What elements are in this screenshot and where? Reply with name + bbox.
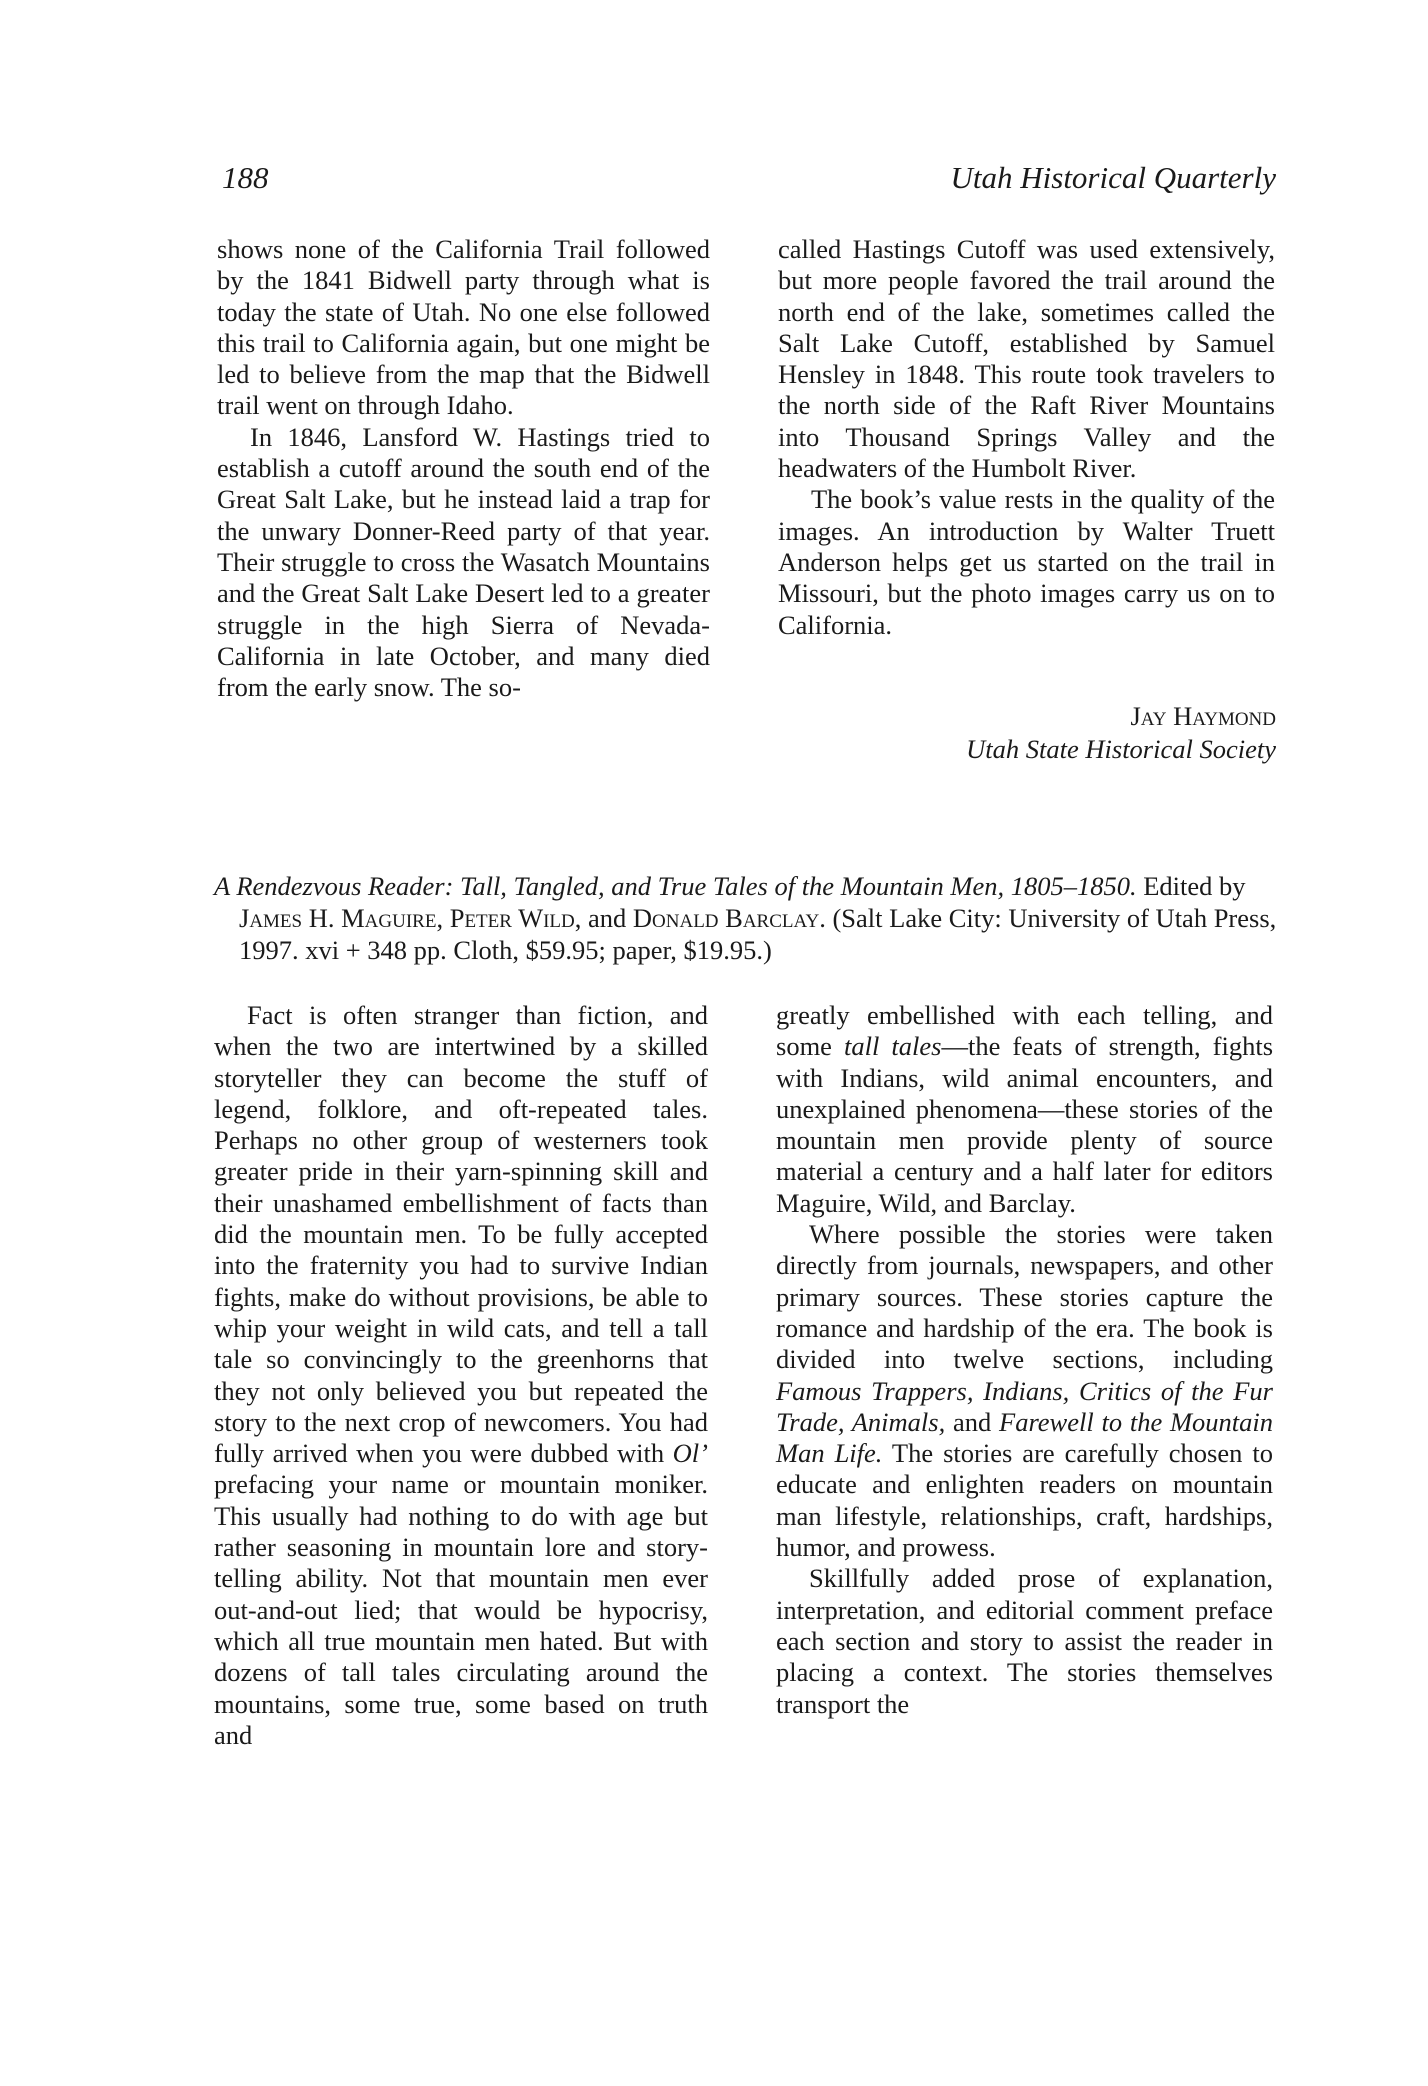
emphasis: tall tales xyxy=(844,1031,942,1062)
emphasis: Famous Trappers, Indians, Critics of the Fur Trade, Animals, xyxy=(776,1375,1273,1437)
text-run: greatly embellished with each telling, and some xyxy=(776,1000,1273,1062)
paragraph: shows none of the California Trail followed by the 1841 Bidwell party through what is today the state of Utah. No one else followed this trail to California again, but one might be led to believe from the map that the Bidwell trail went on through Idaho. xyxy=(217,234,710,421)
journal-title: Utah Historical Quarterly xyxy=(950,160,1276,195)
edited-by-label: Edited by xyxy=(1143,871,1246,901)
text-run: and xyxy=(945,1406,1000,1437)
previous-review-right-column xyxy=(778,234,1275,641)
paragraph: In 1846, Lansford W. Hastings tried to establish a cutoff around the south end of the Great Salt Lake, but he instead laid a trap for the unwary Donner-Reed party of that year. Their struggle to cross the Wasatch Mountains and the Great Salt Lake Desert led to a greater struggle in the high Sierra of Nevada-California in late October, and many died from the early snow. The so- xyxy=(217,421,710,703)
paragraph: called Hastings Cutoff was used extensively, but more people favored the trail around the north end of the lake, sometimes called the Salt Lake Cutoff, established by Samuel Hensley in 1848. This route took travelers to the north side of the Raft River Mountains into Thousand Springs Valley and the headwaters of the Humbolt River. xyxy=(778,234,1275,484)
publication-info: . (Salt Lake City: University of Utah Press, 1997. xvi + 348 pp. Cloth, $59.95; paper, $19.95.) xyxy=(239,903,1277,965)
emphasis: Ol’ xyxy=(672,1438,708,1469)
paragraph xyxy=(214,1000,708,1751)
review-right-column xyxy=(776,1000,1273,1720)
emphasis: Farewell to the Mountain Man Life. xyxy=(776,1406,1274,1469)
separator: , and xyxy=(574,903,633,933)
page-number: 188 xyxy=(222,160,269,195)
text-run: —the feats of strength, fights with Indians, wild animal encounters, and unexplained phenomena—these stories of the mountain men provide plenty of source material a century and a half later for editors Maguire, Wild, and Barclay. xyxy=(776,1031,1274,1218)
paragraph: The book’s value rests in the quality of the images. An introduction by Walter Truett Anderson helps get us started on the trail in Missouri, but the photo images carry us on to California. xyxy=(778,484,1275,640)
editor-name: James H. Maguire xyxy=(239,903,437,933)
paragraph: Skillfully added prose of explanation, interpretation, and editorial comment preface each section and story to assist the reader in placing a context. The stories themselves transport the xyxy=(776,1563,1273,1719)
reviewer-affiliation: Utah State Historical Society xyxy=(966,734,1276,764)
text-run: Fact is often stranger than fiction, and when the two are intertwined by a skilled storyteller they can become the stuff of legend, folklore, and oft-repeated tales. Perhaps no other group of westerners took greater pride in their yarn-spinning skill and their unashamed embellishment of facts than did the mountain men. To be fully accepted into the fraternity you had to survive Indian fights, make do without provisions, be able to whip your weight in wild cats, and tell a tall tale so convincingly to the greenhorns that they not only believed you but repeated the story to the next crop of newcomers. You had fully arrived when you were dubbed with xyxy=(214,1000,708,1469)
text-run: prefacing your name or mountain moniker. This usually had nothing to do with age but rather seasoning in mountain lore and story-telling ability. Not that mountain men ever out-and-out lied; that would be hypocrisy, which all true mountain men hated. But with dozens of tall tales circulating around the mountains, some true, some based on truth and xyxy=(214,1469,708,1750)
text-run: The stories are carefully chosen to educate and enlighten readers on mountain man lifestyle, relationships, craft, hardships, humor, and prowess. xyxy=(776,1438,1273,1563)
book-title: A Rendezvous Reader: Tall, Tangled, and True Tales of the Mountain Men, 1805–1850. xyxy=(214,871,1137,901)
separator: , xyxy=(436,903,450,933)
editor-name: Donald Barclay xyxy=(632,903,820,933)
text-run: Where possible the stories were taken directly from journals, newspapers, and other primary sources. These stories capture the romance and hardship of the era. The book is divided into twelve sections, including xyxy=(776,1219,1273,1375)
reviewer-name: Jay Haymond xyxy=(1130,701,1276,731)
paragraph xyxy=(776,1219,1273,1563)
previous-review-left-column xyxy=(217,234,710,703)
editor-name: Peter Wild xyxy=(449,903,575,933)
paragraph xyxy=(776,1000,1273,1219)
reviewer-signature xyxy=(966,700,1276,766)
review-left-column xyxy=(214,1000,708,1751)
book-citation xyxy=(214,870,1301,966)
